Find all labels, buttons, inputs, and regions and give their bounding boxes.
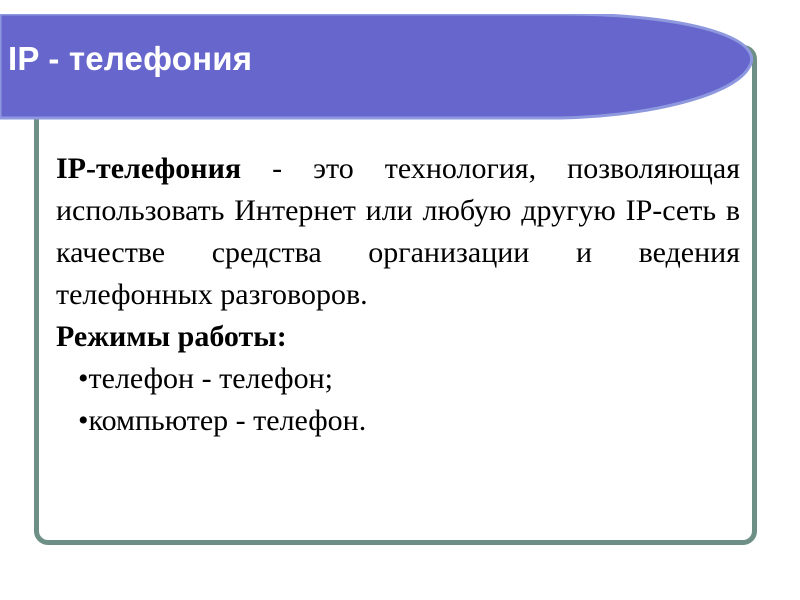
modes-heading: Режимы работы: [56, 320, 287, 353]
definition-paragraph [56, 148, 740, 316]
definition-term: IP-телефония [56, 152, 242, 185]
slide-title: IP - телефония [8, 40, 253, 77]
list-item [78, 400, 740, 442]
bullet-icon: • [78, 404, 89, 437]
mode-item-text: компьютер - телефон. [88, 404, 367, 437]
bullet-icon: • [78, 362, 89, 395]
list-item [78, 358, 740, 400]
slide-body [56, 148, 740, 442]
modes-list [56, 358, 740, 442]
mode-item-text: телефон - телефон; [88, 362, 333, 395]
definition-text: - это технология, позволяющая использовать Интернет или любую другую IP-сеть в качестве средства организации и ведения телефонных разговоров. [56, 152, 740, 311]
